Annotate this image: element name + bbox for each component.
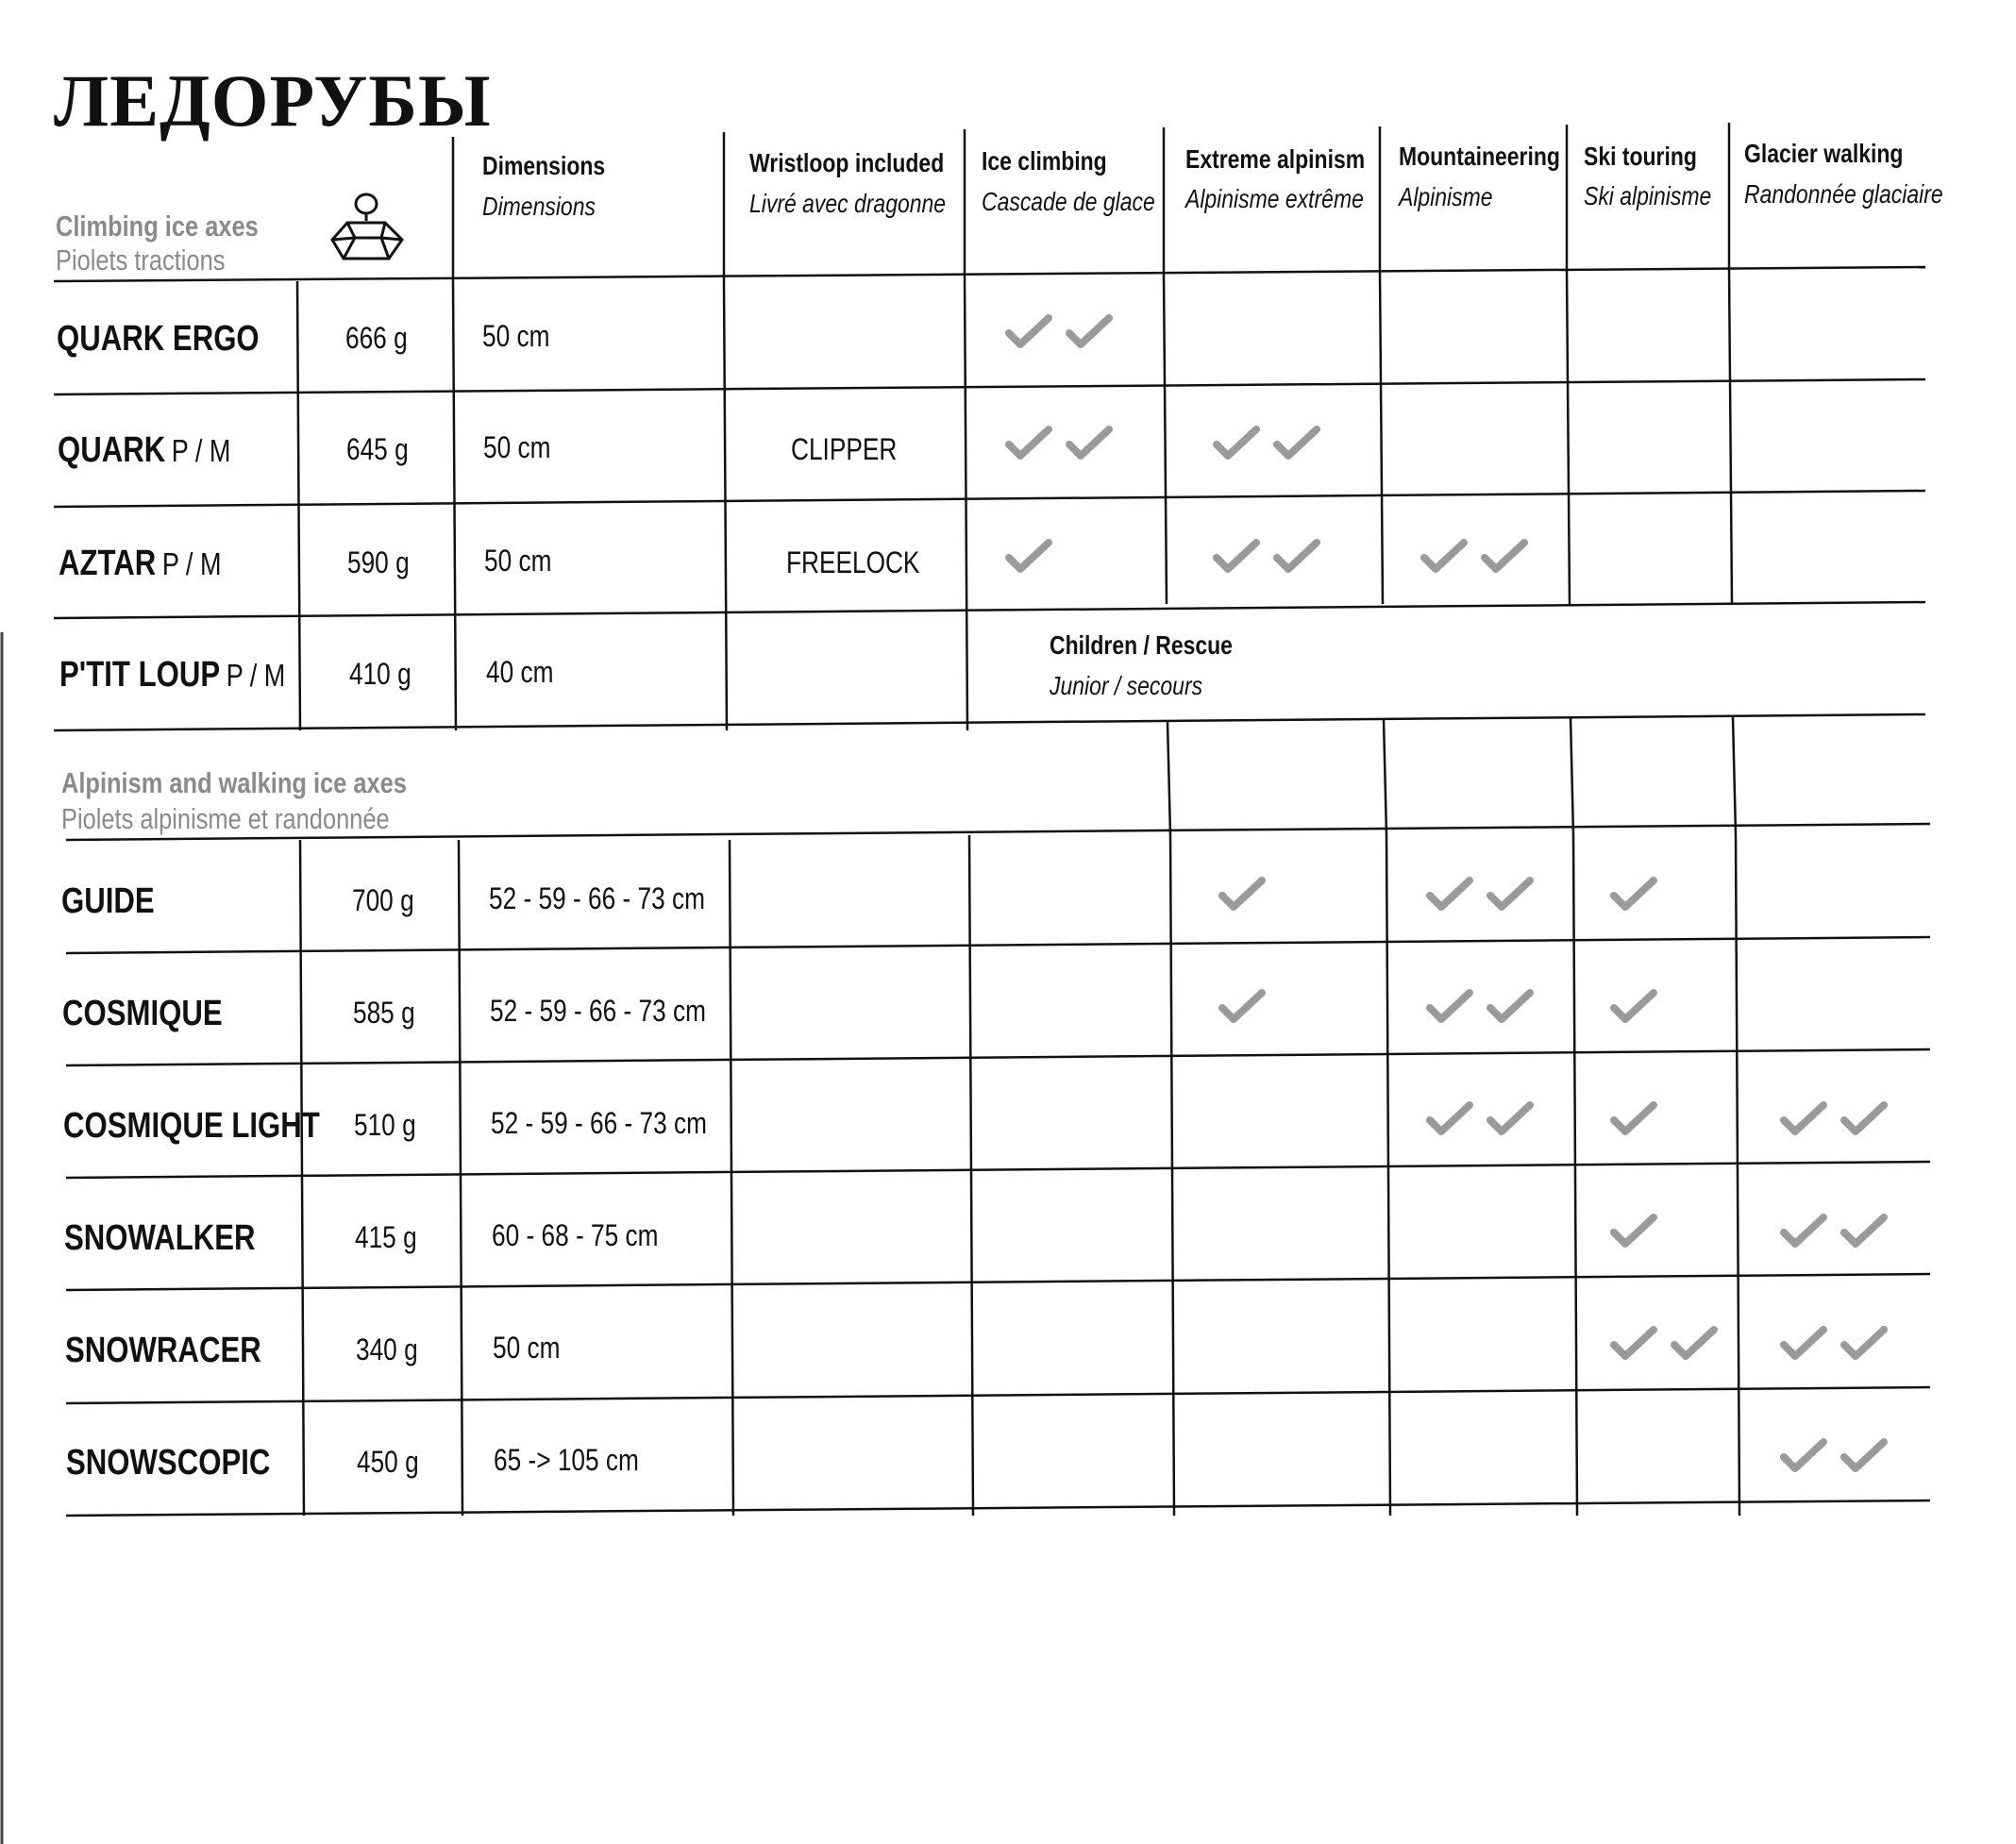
rating-cell — [1610, 987, 1657, 1031]
weight-value: 590 g — [347, 545, 410, 579]
weight-value: 666 g — [345, 321, 408, 355]
check-icon — [1426, 1099, 1473, 1144]
children-rescue-label: Children / Rescue — [1050, 630, 1233, 660]
weight-value: 340 g — [356, 1333, 418, 1366]
product-name-text: QUARK — [58, 430, 166, 470]
check-icon — [1005, 537, 1052, 581]
check-icon — [1780, 1099, 1827, 1144]
rating-cell — [1426, 875, 1534, 919]
check-icon — [1066, 312, 1113, 357]
product-name-text: SNOWSCOPIC — [66, 1443, 271, 1483]
product-name-text: AZTAR — [59, 544, 157, 583]
check-icon — [1610, 987, 1657, 1031]
header-wristloop-fr: Livré avec dragonne — [749, 189, 947, 218]
section-climbing-subtitle: Piolets tractions — [56, 243, 226, 277]
dimensions-value: 60 - 68 - 75 cm — [492, 1218, 659, 1252]
header-ski-touring: Ski touring — [1584, 142, 1697, 171]
rating-cell — [1218, 875, 1266, 919]
rating-cell — [1420, 537, 1528, 581]
dimensions-value: 52 - 59 - 66 - 73 cm — [491, 1106, 707, 1140]
dimensions-value: 50 cm — [482, 319, 550, 353]
rating-cell — [1610, 875, 1657, 919]
header-mountaineering-fr: Alpinisme — [1399, 182, 1493, 211]
rating-cell — [1780, 1436, 1888, 1481]
weight-value: 585 g — [353, 996, 415, 1030]
check-icon — [1671, 1324, 1718, 1368]
product-name — [58, 430, 230, 471]
rating-cell — [1213, 424, 1320, 468]
check-icon — [1610, 875, 1657, 919]
check-icon — [1273, 424, 1320, 468]
check-icon — [1610, 1212, 1657, 1256]
dimensions-value: 52 - 59 - 66 - 73 cm — [489, 881, 705, 915]
section-alpinism-subtitle: Piolets alpinisme et randonnée — [61, 802, 390, 835]
product-name — [59, 544, 221, 584]
product-size-variant: P / M — [226, 658, 286, 693]
wristloop-value: FREELOCK — [786, 545, 920, 579]
rating-cell — [1780, 1212, 1888, 1256]
product-size-variant: P / M — [161, 546, 222, 581]
check-icon — [1840, 1324, 1888, 1368]
dimensions-value: 40 cm — [486, 655, 554, 689]
product-name — [62, 994, 223, 1034]
check-icon — [1610, 1099, 1657, 1144]
rating-cell — [1780, 1099, 1888, 1144]
header-dimensions-fr: Dimensions — [482, 192, 596, 221]
header-mountaineering: Mountaineering — [1399, 142, 1560, 171]
check-icon — [1840, 1099, 1888, 1144]
dimensions-value: 50 cm — [483, 430, 551, 464]
product-name — [61, 881, 155, 922]
header-dimensions: Dimensions — [482, 151, 606, 180]
product-name — [65, 1331, 261, 1371]
product-name-text: QUARK ERGO — [57, 319, 260, 359]
check-icon — [1426, 987, 1473, 1031]
header-glacier-walking: Glacier walking — [1744, 139, 1904, 168]
check-icon — [1218, 875, 1266, 919]
check-icon — [1487, 875, 1534, 919]
product-name — [63, 1106, 320, 1147]
product-name-text: COSMIQUE LIGHT — [63, 1106, 320, 1146]
check-icon — [1780, 1324, 1827, 1368]
weight-value: 645 g — [346, 432, 409, 466]
check-icon — [1481, 537, 1528, 581]
header-wristloop: Wristloop included — [749, 148, 945, 177]
rating-cell — [1005, 424, 1113, 468]
header-ice-climbing: Ice climbing — [982, 146, 1107, 176]
section-alpinism-title: Alpinism and walking ice axes — [61, 766, 407, 799]
rating-cell — [1610, 1099, 1657, 1144]
page-title: ЛЕДОРУБЫ — [54, 59, 492, 142]
check-icon — [1005, 312, 1052, 357]
product-name-text: GUIDE — [61, 881, 155, 921]
header-ice-climbing-fr: Cascade de glace — [982, 187, 1155, 216]
rating-cell — [1426, 987, 1534, 1031]
check-icon — [1420, 537, 1468, 581]
rating-cell — [1610, 1324, 1718, 1368]
weight-icon — [330, 191, 406, 268]
check-icon — [1213, 537, 1260, 581]
rating-cell — [1610, 1212, 1657, 1256]
check-icon — [1780, 1436, 1827, 1481]
weight-value: 450 g — [357, 1445, 419, 1479]
weight-value: 410 g — [349, 657, 412, 691]
wristloop-value: CLIPPER — [791, 432, 898, 466]
dimensions-value: 50 cm — [493, 1331, 561, 1365]
product-name — [59, 655, 285, 696]
rating-cell — [1218, 987, 1266, 1031]
header-extreme-alpinism: Extreme alpinism — [1185, 144, 1366, 174]
product-name-text: P'TIT LOUP — [59, 655, 221, 695]
product-name — [66, 1443, 270, 1484]
rating-cell — [1005, 312, 1113, 357]
check-icon — [1426, 875, 1473, 919]
dimensions-value: 50 cm — [484, 544, 552, 578]
dimensions-value: 52 - 59 - 66 - 73 cm — [490, 994, 706, 1028]
check-icon — [1487, 987, 1534, 1031]
check-icon — [1840, 1212, 1888, 1256]
check-icon — [1273, 537, 1320, 581]
rating-cell — [1213, 537, 1320, 581]
check-icon — [1218, 987, 1266, 1031]
header-glacier-walking-fr: Randonnée glaciaire — [1744, 179, 1943, 209]
weight-value: 510 g — [354, 1108, 416, 1142]
weight-value: 700 g — [352, 883, 414, 917]
check-icon — [1610, 1324, 1657, 1368]
product-size-variant: P / M — [171, 433, 231, 468]
check-icon — [1213, 424, 1260, 468]
weight-value: 415 g — [355, 1220, 417, 1254]
product-name-text: COSMIQUE — [62, 994, 223, 1033]
product-name — [64, 1218, 256, 1259]
header-extreme-alpinism-fr: Alpinisme extrême — [1185, 184, 1364, 213]
rating-cell — [1426, 1099, 1534, 1144]
dimensions-value: 65 -> 105 cm — [494, 1443, 639, 1477]
section-climbing-title: Climbing ice axes — [56, 210, 259, 243]
rating-cell — [1005, 537, 1052, 581]
product-name-text: SNOWALKER — [64, 1218, 256, 1258]
check-icon — [1005, 424, 1052, 468]
check-icon — [1780, 1212, 1827, 1256]
children-rescue-label-fr: Junior / secours — [1050, 671, 1203, 700]
product-name — [57, 319, 260, 360]
check-icon — [1840, 1436, 1888, 1481]
rating-cell — [1780, 1324, 1888, 1368]
product-name-text: SNOWRACER — [65, 1331, 261, 1370]
header-ski-touring-fr: Ski alpinisme — [1584, 181, 1712, 210]
check-icon — [1066, 424, 1113, 468]
check-icon — [1487, 1099, 1534, 1144]
